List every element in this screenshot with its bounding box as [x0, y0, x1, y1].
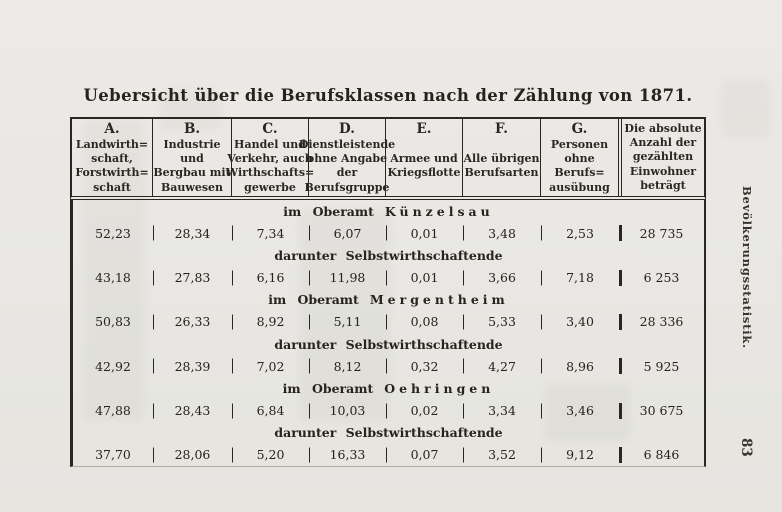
column-label: Armee und Kriegsflotte — [387, 152, 461, 180]
table-cell: 0,32 — [386, 355, 463, 377]
table-cell: 0,01 — [386, 222, 463, 244]
column-label: Industrie und Bergbau mit Bauwesen — [153, 138, 231, 194]
column-header-absolute-count — [618, 119, 704, 196]
table-cell: 47,88 — [95, 403, 131, 419]
column-letter: D. — [339, 121, 355, 137]
table-cell: 3,40 — [541, 311, 619, 333]
table-cell: 30 675 — [619, 400, 704, 422]
column-header-g — [540, 119, 618, 196]
group-heading-darunter — [73, 333, 704, 355]
column-header-b — [152, 119, 231, 196]
table-row — [73, 400, 704, 422]
table-cell: 0,07 — [386, 444, 463, 466]
table-cell: 7,34 — [232, 222, 309, 244]
statistics-table — [70, 117, 706, 467]
table-cell: 4,27 — [463, 355, 541, 377]
table-row — [73, 267, 704, 289]
column-label: Handel und Verkehr, auch Wirthschafts= gewerbe — [225, 138, 315, 194]
column-label: Alle übrigen Berufsarten — [463, 152, 540, 180]
column-letter: B. — [183, 121, 201, 137]
table-body — [70, 200, 706, 467]
table-cell: 8,12 — [309, 355, 386, 377]
group-heading-mergentheim — [73, 289, 704, 311]
table-row — [73, 222, 704, 244]
table-cell: 6 253 — [619, 267, 704, 289]
group-heading-darunter — [73, 244, 704, 266]
table-cell: 28,39 — [153, 355, 232, 377]
table-cell: 43,18 — [95, 270, 131, 286]
column-letter: E. — [416, 121, 432, 137]
group-heading-label: darunter Selbstwirthschaftende — [274, 336, 503, 352]
table-cell: 8,96 — [541, 355, 619, 377]
table-cell: 50,83 — [95, 314, 131, 330]
table-cell: 26,33 — [153, 311, 232, 333]
column-header-a — [72, 119, 152, 196]
group-heading-prefix: im Oberamt — [282, 380, 374, 396]
column-letter: C. — [262, 121, 278, 137]
table-cell: 28,34 — [153, 222, 232, 244]
table-cell: 8,92 — [232, 311, 309, 333]
group-heading-label: darunter Selbstwirthschaftende — [274, 425, 503, 441]
table-cell: 28 336 — [619, 311, 704, 333]
page-number: 83 — [738, 438, 754, 457]
group-heading-kuenzelsau — [73, 200, 704, 222]
group-heading-place: Mergentheim — [369, 292, 509, 308]
table-cell: 3,48 — [463, 222, 541, 244]
table-cell: 42,92 — [95, 358, 131, 374]
table-cell: 5,33 — [463, 311, 541, 333]
table-cell: 11,98 — [309, 267, 386, 289]
column-header-e — [385, 119, 462, 196]
table-cell: 5 925 — [619, 355, 704, 377]
table-cell: 2,53 — [541, 222, 619, 244]
table-row — [73, 355, 704, 377]
column-header-c — [225, 119, 315, 196]
table-cell: 6,07 — [309, 222, 386, 244]
column-letter: F. — [495, 121, 508, 137]
table-row — [73, 444, 704, 466]
table-cell: 9,12 — [541, 444, 619, 466]
table-cell: 5,20 — [232, 444, 309, 466]
margin-note-vertical: Bevölkerungsstatistik. — [740, 186, 754, 349]
column-letter: G. — [571, 121, 588, 137]
table-cell: 6,16 — [232, 267, 309, 289]
column-label: Personen ohne Berufs= ausübung — [549, 138, 610, 194]
table-cell: 7,02 — [232, 355, 309, 377]
column-letter: A. — [104, 121, 120, 137]
table-cell: 0,08 — [386, 311, 463, 333]
table-cell: 27,83 — [153, 267, 232, 289]
table-cell: 28 735 — [619, 222, 704, 244]
table-cell: 0,02 — [386, 400, 463, 422]
table-cell: 37,70 — [95, 447, 131, 463]
table-cell: 3,34 — [463, 400, 541, 422]
table-cell: 10,03 — [309, 400, 386, 422]
table-cell: 5,11 — [309, 311, 386, 333]
column-label: Die absolute Anzahl der gezählten Einwohner beträgt — [624, 122, 702, 192]
group-heading-prefix: im Oberamt — [283, 203, 374, 219]
bleed-through-artifact — [722, 80, 770, 138]
group-heading-place: Künzelsau — [384, 203, 494, 219]
table-header-row — [70, 117, 706, 200]
group-heading-label: darunter Selbstwirthschaftende — [274, 247, 503, 263]
group-heading-oehringen — [73, 377, 704, 399]
table-cell: 3,46 — [541, 400, 619, 422]
column-label: Landwirth= schaft, Forstwirth= schaft — [75, 138, 149, 194]
table-cell: 28,06 — [153, 444, 232, 466]
table-cell: 52,23 — [95, 225, 131, 241]
table-row — [73, 311, 704, 333]
table-cell: 7,18 — [541, 267, 619, 289]
table-cell: 16,33 — [309, 444, 386, 466]
column-header-d — [298, 119, 396, 196]
table-cell: 28,43 — [153, 400, 232, 422]
column-header-f — [462, 119, 540, 196]
table-cell: 3,66 — [463, 267, 541, 289]
table-cell: 0,01 — [386, 267, 463, 289]
table-cell: 6 846 — [619, 444, 704, 466]
group-heading-place: Oehringen — [384, 380, 495, 396]
group-heading-prefix: im Oberamt — [268, 292, 359, 308]
column-label: Dienstleistende ohne Angabe der Berufsgruppe — [298, 138, 396, 194]
page-title: Uebersicht über die Berufsklassen nach der Zählung von 1871. — [83, 86, 693, 105]
table-cell: 6,84 — [232, 400, 309, 422]
table-cell: 3,52 — [463, 444, 541, 466]
group-heading-darunter — [73, 422, 704, 444]
